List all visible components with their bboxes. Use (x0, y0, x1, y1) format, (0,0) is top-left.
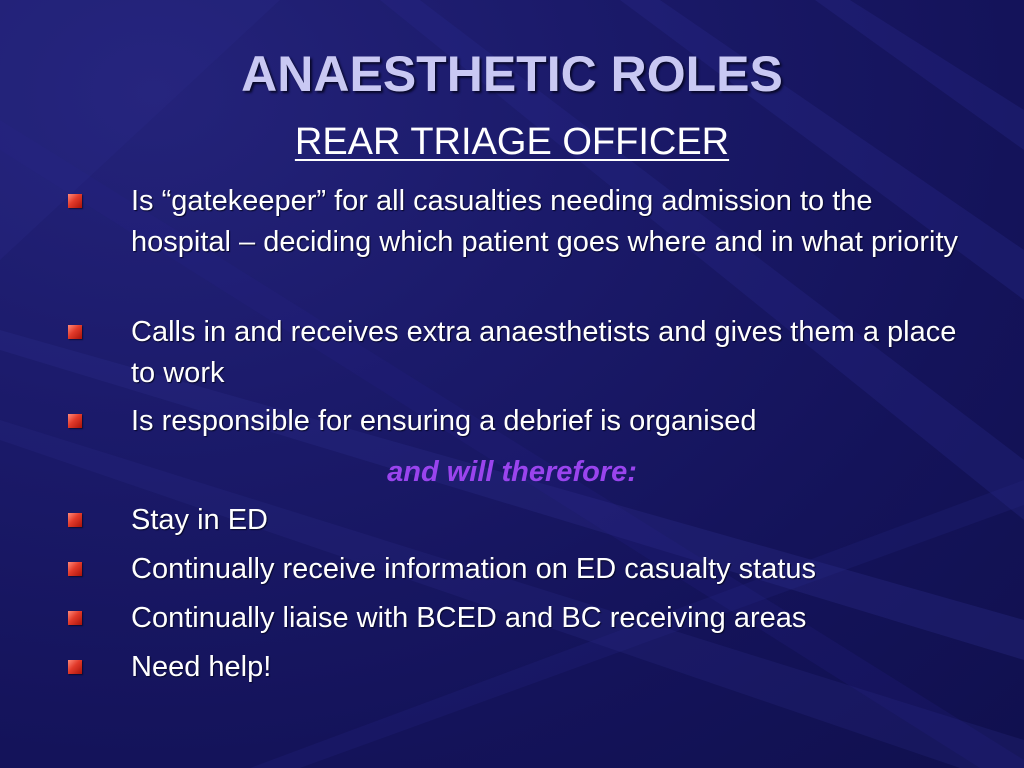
bullet-text: Is responsible for ensuring a debrief is organised (131, 405, 757, 437)
bullet-item (131, 549, 961, 590)
red-square-bullet-icon (68, 660, 82, 674)
red-square-bullet-icon (68, 194, 82, 208)
red-square-bullet-icon (68, 414, 82, 428)
red-square-bullet-icon (68, 611, 82, 625)
bullet-text: Continually receive information on ED casualty status (131, 553, 817, 585)
slide-title: ANAESTHETIC ROLES (241, 46, 783, 102)
bullet-text: Is “gatekeeper” for all casualties needing admission to the hospital – deciding which patient goes where and in what priority (131, 185, 958, 258)
red-square-bullet-icon (68, 562, 82, 576)
bullet-item (131, 312, 961, 394)
emphasis-line: and will therefore: (387, 456, 637, 488)
bullet-text: Continually liaise with BCED and BC receiving areas (131, 602, 807, 634)
bullet-text: Need help! (131, 651, 272, 683)
bullet-item (131, 598, 961, 639)
slide-subtitle: REAR TRIAGE OFFICER (294, 121, 730, 163)
bullet-item (131, 647, 961, 688)
red-square-bullet-icon (68, 325, 82, 339)
bullet-text: Stay in ED (131, 504, 268, 536)
bullet-item (131, 181, 961, 263)
bullet-item (131, 401, 961, 442)
bullet-item (131, 500, 961, 541)
bullet-text: Calls in and receives extra anaesthetists and gives them a place to work (131, 316, 957, 389)
red-square-bullet-icon (68, 513, 82, 527)
